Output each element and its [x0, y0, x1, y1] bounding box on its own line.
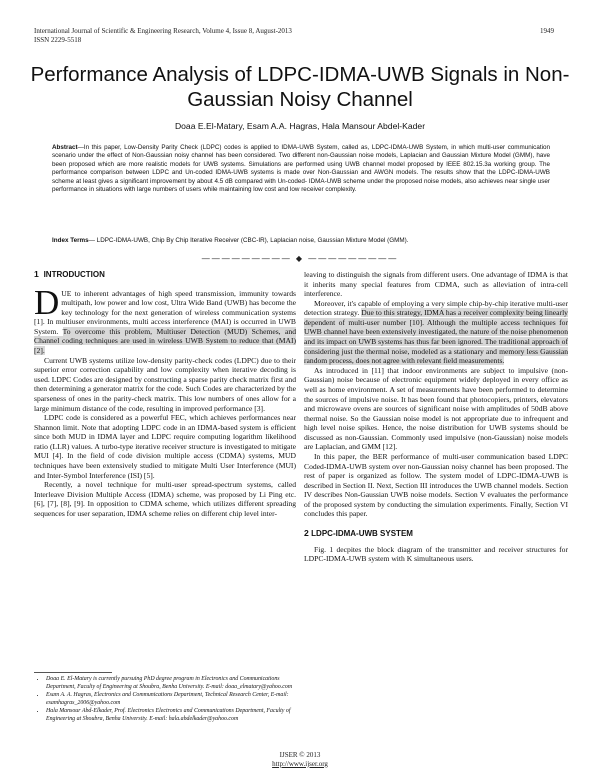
footnote-item: • Doaa E. El-Matary is currently pursuing PhD degree program in Electronics and Communications Department, Faculty of Engineering at Shoubra, Benha University. E-mail: doaa_elmatary@yahoo.com — [46, 676, 302, 692]
abstract-text: —In this paper, Low-Density Parity Check (LDPC) codes is applied to IDMA-UWB System, called as, LDPC-IDMA-UWB System, in which multi-user communication scenario under the effect of Non-Gaussian noisy channel has been considered. Two different non-Gaussian noise models, Laplacian and Gaussian Mixture Model (GMM), have been proposed which are more realistic models for UWB systems. Simulations are performed using UWB channel model proposed by IEEE 802.15.3a working group. The performance comparison between LDPC and Un-coded IDMA-UWB systems is made over Non-Gaussian and AWGN models. The results show that the LDPC-IDMA-UWB scheme at least gives a significant improvement by about 4.5 dB compared with Un-coded- IDMA-UWB scheme under the proposed noise models, also achieves near single user performance in situations with large numbers of users while maintaining low cost and low receiver complexity. — [52, 144, 550, 194]
intro-p1-highlight: To overcome this problem, Multiuser Detection (MUD) Schemes, and Channel coding techniques are used in wireless UWB System to reduce that (MAI) [2]. — [34, 326, 296, 356]
section-separator: ————————— ◆ ————————— — [201, 254, 399, 263]
page-footer — [250, 751, 350, 768]
intro-p6-text: Moreover, it's capable of employing a very simple chip-by-chip iterative multi-user detection strategy. — [304, 298, 568, 318]
section1-title: INTRODUCTION — [43, 270, 105, 279]
journal-header — [34, 27, 292, 44]
section2-paragraph-1: Fig. 1 decpites the block diagram of the transmitter and receiver structures for LDPC-IDMA-UWB system with K simultaneous users. — [304, 544, 568, 564]
section2-title: LDPC-IDMA-UWB SYSTEM — [311, 529, 413, 539]
dropcap: D — [34, 282, 60, 322]
journal-name: International Journal of Scientific & Engineering Research, Volume 4, Issue 8, August-2013 — [34, 27, 292, 35]
footnote-rule — [34, 672, 112, 673]
intro-paragraph-7: As introduced in [11] that indoor environments are subject to impulsive (non-Gaussian) noise because of electronic equipment widely deployed in every office as well as home environment. A set of measurements have been performed to determine the sources of impulsive noise. It has been found that photocopiers, printers, elevators and microwave ovens are sources of significant noise with amplitudes of 50dB above thermal noise. So the Gaussian noise model is not appropriate due to infrequent and high level noise spikes. Hence, the noise distribution for UWB systems should be discussed as non-Gaussian. Commonly used impulsive (non-Gaussian) noise models are Laplacian, and GMM [12]. — [304, 365, 568, 452]
footnote-item: • Esam A. A. Hagras, Electronics and Communications Department, Technical Research Center, E-mail: esamhagras_2006@yahoo.com — [46, 692, 302, 708]
journal-link[interactable]: http://www.ijser.org — [272, 759, 328, 768]
section1-heading — [34, 270, 296, 280]
authors: Doaa E.El-Matary, Esam A.A. Hagras, Hala Mansour Abdel-Kader — [174, 121, 426, 131]
abstract-label: Abstract — [52, 144, 78, 151]
section2-number: 2 — [304, 528, 309, 539]
intro-p6-highlight: Due to this strategy, IDMA has a receiver complexity being linearly dependent of multi-user number [10]. Although the multiple access techniques for UWB channel have been extensively investigated, the nature of the noise phenomenon and its impact on UWB systems has thus far been ignored. The traditional approach of considering just the thermal noise, modeled as a stationary and memory less Gaussian random process, does not agree with relevant field measurements. — [304, 308, 568, 366]
intro-paragraph-2: Current UWB systems utilize low-density parity-check codes (LDPC) due to their superior error correction capability and low complexity when iterative decoding is used. LDPC Codes are designed by constructing a sparse parity check matrix first and then determining a generator matrix for the code. Such Codes are characterized by the sparseness of ones in the parity-check matrix. This low numbers of ones allow for a large minimum distance of the code, resulting in improved performance [3]. — [34, 355, 296, 413]
intro-paragraph-5: leaving to distinguish the signals from different users. One advantage of IDMA is that it inherits many special features from CDMA, such as alleviation of intra-cell interference. — [304, 270, 568, 299]
intro-paragraph-1 — [34, 282, 296, 356]
section2-heading — [304, 529, 568, 539]
intro-paragraph-3: LDPC code is considered as a powerful FEC, which achieves performances near Shannon limit. Note that adopting LDPC code in an IDMA-based system is efficient since both MUD in IDMA layer and LDPC require computing logarithm likelihood ratio (LLR) values. A turbo-type iterative receiver structure is investigated to mitigate MUI [4]. In the field of code division multiple access (CDMA) systems, MUD techniques have been extensively studied to mitigate Multi User Interference (MUI) and Inter-Symbol Interference (ISI) [5]. — [34, 413, 296, 480]
intro-p1-text: UE to inherent advantages of high speed transmission, immunity towards multipath, low power and low cost, Ultra Wide Band (UWB) has become the key technology for the next generation of wireless communication systems [1]. In multiuser environments, multi access interference (MAI) is occurred in UWB System. — [34, 288, 296, 336]
intro-paragraph-8: In this paper, the BER performance of multi-user communication based LDPC Coded-IDMA-UWB system over non-Gaussian noisy channel has been proposed. The rest of paper is organized as follow. The system model of LDPC-IDMA-UWB is described in Section II. Next, Section III introduces the UWB channel models. Section IV describes Non-Gaussian UWB noise models. Section V evaluates the performance of the proposed system by conducting the simulation experiments. Finally, Section VI concludes this paper. — [304, 451, 568, 519]
index-terms — [52, 237, 550, 245]
intro-paragraph-6 — [304, 299, 568, 366]
right-column — [304, 270, 568, 564]
footnotes — [36, 676, 302, 723]
page-number: 1949 — [540, 27, 554, 35]
index-terms-text: — LDPC-IDMA-UWB, Chip By Chip Iterative Receiver (CBC-IR), Laplacian noise, Gaussian Mixture Model (GMM). — [88, 237, 409, 244]
abstract — [52, 144, 550, 194]
copyright: IJSER © 2013 — [279, 751, 321, 759]
footnote-item: • Hala Mansour Abd-Elkader, Prof. Electronics Electronics and Communications Department, Faculty of Engineering at Shoubra, Benha University. E-mail: hala.abdelkader@yahoo.com — [46, 708, 302, 724]
section1-number: 1 — [34, 269, 39, 279]
issn: ISSN 2229-5518 — [34, 35, 82, 44]
paper-title: Performance Analysis of LDPC-IDMA-UWB Signals in Non-Gaussian Noisy Channel — [30, 63, 570, 111]
index-terms-label: Index Terms — [52, 237, 89, 244]
left-column — [34, 270, 296, 518]
intro-paragraph-4: Recently, a novel technique for multi-user spread-spectrum systems, called Interleave Division Multiple Access (IDMA) scheme, was proposed by Li Ping etc. [6], [7], [8], [9]. In opposition to CDMA scheme, which utilizes different spreading sequences for user separation, IDMA scheme relies on different chip level inter- — [34, 480, 296, 518]
